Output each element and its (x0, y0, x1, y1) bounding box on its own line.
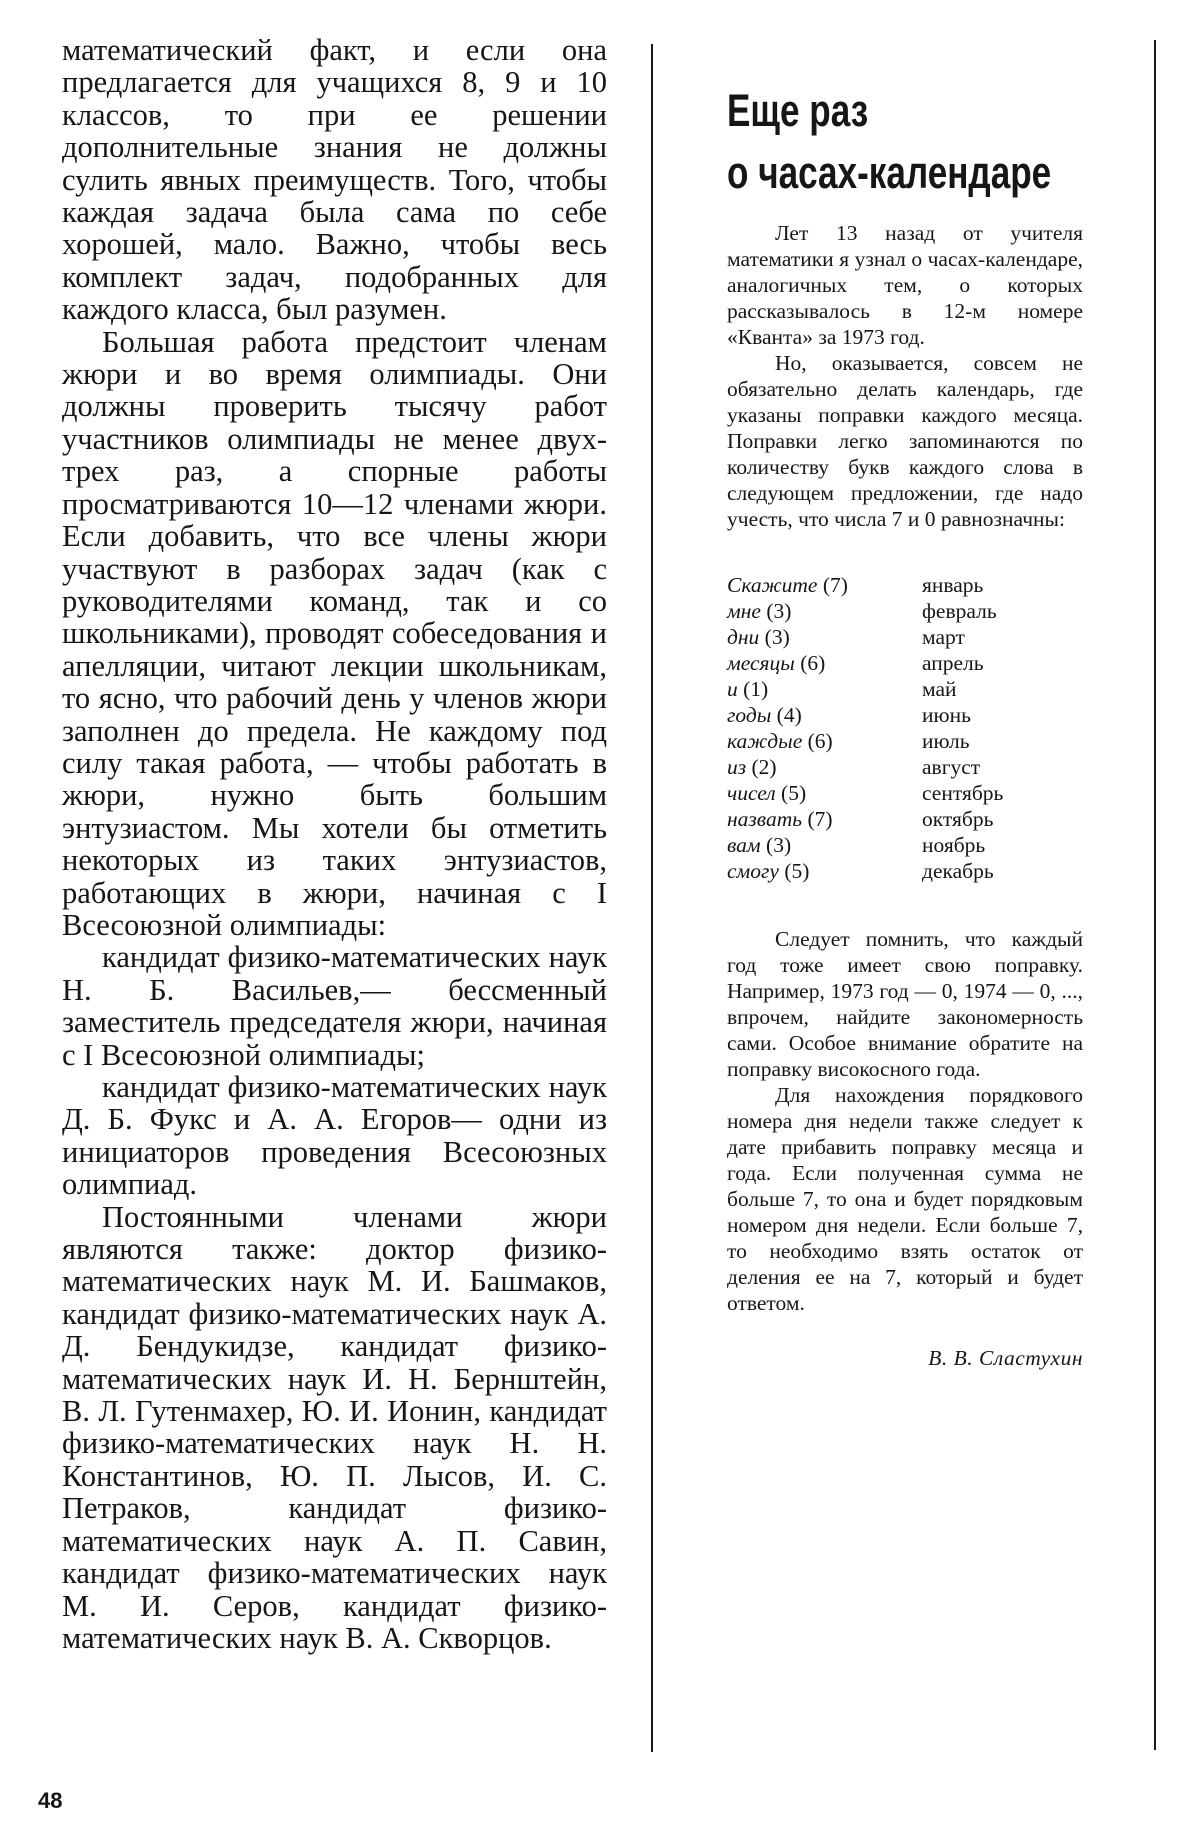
title-line-2: о часах-календаре (727, 147, 1052, 198)
article-paragraph: Но, оказывается, совсем не обязательно делать календарь, где указаны поправки каждого месяца. Поправки легко запоминаются по количеству букв каждого слова в следующем предложении, где надо учесть, что числа 7 и 0 равнозначны: (727, 351, 1083, 531)
month-mnemonic-table (727, 572, 1083, 884)
column-divider (651, 44, 653, 1752)
month-name: февраль (922, 599, 997, 623)
mnemonic-word: мне (3) (727, 599, 792, 623)
month-name: апрель (922, 651, 984, 675)
paragraph: кандидат физико-математических наук Д. Б. Фукс и А. А. Егоров— одни из инициаторов проведения Всесоюзных олимпиад. (62, 1070, 607, 1202)
article-column (727, 80, 1083, 1371)
title-line-1: Еще раз (727, 85, 869, 136)
mnemonic-word: Скажите (7) (727, 573, 848, 597)
article-paragraph: Следует помнить, что каждый год тоже имеет свою поправку. Например, 1973 год — 0, 1974 — 0, ..., впрочем, найдите закономерность сами. Особое внимание обратите на поправку високосного года. (727, 927, 1083, 1081)
paragraph: Большая работа предстоит членам жюри и во время олимпиады. Они должны проверить тысячу работ участников олимпиады не менее двух-трех раз, а спорные работы просматриваются 10—12 членами жюри. Если добавить, что все члены жюри участвуют в разборах задач (как с руководителями команд, так и со школьниками), проводят собеседования и апелляции, читают лекции школьникам, то ясно, что рабочий день у членов жюри заполнен до предела. Не каждому под силу такая работа, — чтобы работать в жюри, нужно быть большим энтузиастом. Мы хотели бы отметить некоторых из таких энтузиастов, работающих в жюри, начиная с I Всесоюзной олимпиады: (62, 324, 607, 942)
month-name: январь (922, 573, 984, 597)
mnemonic-word: годы (4) (727, 703, 802, 727)
month-name: ноябрь (922, 833, 986, 857)
article-title (727, 80, 1094, 204)
author-signature: В. В. Сластухин (928, 1346, 1083, 1370)
month-name: июль (922, 729, 970, 753)
mnemonic-word: чисел (5) (727, 781, 807, 805)
article-paragraph: Для нахождения порядкового номера дня недели также следует к дате прибавить поправку месяца и года. Если полученная сумма не больше 7, то она и будет порядковым номером дня недели. Если больше 7, то необходимо взять остаток от деления ее на 7, который и будет ответом. (727, 1083, 1083, 1315)
article-paragraph: Лет 13 назад от учителя математики я узнал о часах-календаре, аналогичных тем, о которых рассказывалось в 12-м номере «Кванта» за 1973 год. (727, 221, 1083, 349)
left-column-text (62, 34, 607, 1654)
mnemonic-word: месяцы (6) (727, 651, 826, 675)
mnemonic-word: вам (3) (727, 833, 792, 857)
month-name: август (922, 755, 981, 779)
right-border-rule (1154, 40, 1156, 1750)
mnemonic-word: и (1) (727, 677, 769, 701)
mnemonic-word: дни (3) (727, 625, 790, 649)
mnemonic-word: смогу (5) (727, 859, 810, 883)
mnemonic-word: из (2) (727, 755, 777, 779)
month-name: декабрь (922, 859, 994, 883)
month-name: июнь (922, 703, 971, 727)
page-number: 48 (38, 1788, 63, 1813)
month-name: сентябрь (922, 781, 1004, 805)
month-name: май (922, 677, 957, 701)
paragraph: Постоянными членами жюри являются также: доктор физико-математических наук М. И. Башмаков, кандидат физико-математических наук А. Д. Бендукидзе, кандидат физико-математических наук И. Н. Бернштейн, В. Л. Гутенмахер, Ю. И. Ионин, кандидат физико-математических наук Н. Н. Константинов, Ю. П. Лысов, И. С. Петраков, кандидат физико-математических наук А. П. Савин, кандидат физико-математических наук М. И. Серов, кандидат физико-математических наук В. А. Скворцов. (62, 1199, 607, 1655)
paragraph: кандидат физико-математических наук Н. Б. Васильев,— бессменный заместитель председателя жюри, начиная с I Всесоюзной олимпиады; (62, 940, 607, 1072)
mnemonic-word: назвать (7) (727, 807, 833, 831)
paragraph: математический факт, и если она предлагается для учащихся 8, 9 и 10 классов, то при ее решении дополнительные знания не должны сулить явных преимуществ. Того, чтобы каждая задача была сама по себе хорошей, мало. Важно, чтобы весь комплект задач, подобранных для каждого класса, был разумен. (62, 33, 607, 327)
mnemonic-word: каждые (6) (727, 729, 833, 753)
month-name: март (922, 625, 965, 649)
month-name: октябрь (922, 807, 994, 831)
